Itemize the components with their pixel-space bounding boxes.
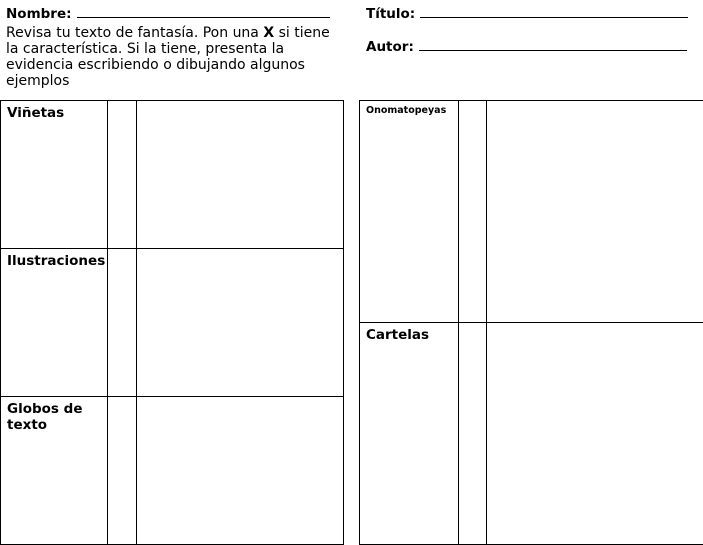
check-cell[interactable] <box>108 101 137 249</box>
feature-label-cell <box>1 249 108 397</box>
feature-label-cell <box>360 323 459 545</box>
instructions-x-mark: X <box>263 25 275 41</box>
titulo-answer-line[interactable] <box>420 5 688 18</box>
nombre-answer-line[interactable] <box>77 5 330 18</box>
nombre-field[interactable] <box>6 5 330 22</box>
check-cell[interactable] <box>108 397 137 545</box>
evidence-cell[interactable] <box>137 249 344 397</box>
titulo-field[interactable] <box>366 5 688 22</box>
feature-label-cell <box>1 101 108 249</box>
autor-answer-line[interactable] <box>419 38 687 51</box>
feature-label-cell <box>360 101 459 323</box>
table-row <box>360 323 703 545</box>
evidence-cell[interactable] <box>487 323 703 545</box>
table-row <box>1 397 344 545</box>
check-cell[interactable] <box>108 249 137 397</box>
titulo-label: Título: <box>366 6 416 22</box>
instructions-part-2: si tiene la característica. Si la tiene, presenta la evidencia escribiendo o dibujando algunos ejemplos <box>6 25 330 89</box>
right-feature-table <box>359 100 703 545</box>
evidence-cell[interactable] <box>137 101 344 249</box>
cartelas-label: Cartelas <box>366 327 430 343</box>
table-row <box>360 101 703 323</box>
ilustraciones-label: Ilustraciones <box>7 253 106 269</box>
check-cell[interactable] <box>459 323 487 545</box>
table-row <box>1 249 344 397</box>
globos-de-texto-label: Globos de texto <box>7 401 83 433</box>
instructions-text <box>6 25 344 89</box>
instructions-part-1: Revisa tu texto de fantasía. Pon una <box>6 25 264 41</box>
left-feature-table <box>0 100 344 545</box>
table-row <box>1 101 344 249</box>
evidence-cell[interactable] <box>487 101 703 323</box>
feature-label-cell <box>1 397 108 545</box>
nombre-label: Nombre: <box>6 6 72 22</box>
check-cell[interactable] <box>459 101 487 323</box>
evidence-cell[interactable] <box>137 397 344 545</box>
autor-label: Autor: <box>366 39 414 55</box>
autor-field[interactable] <box>366 38 687 55</box>
onomatopeyas-label: Onomatopeyas <box>366 105 447 116</box>
vinetas-label: Viñetas <box>7 105 65 121</box>
